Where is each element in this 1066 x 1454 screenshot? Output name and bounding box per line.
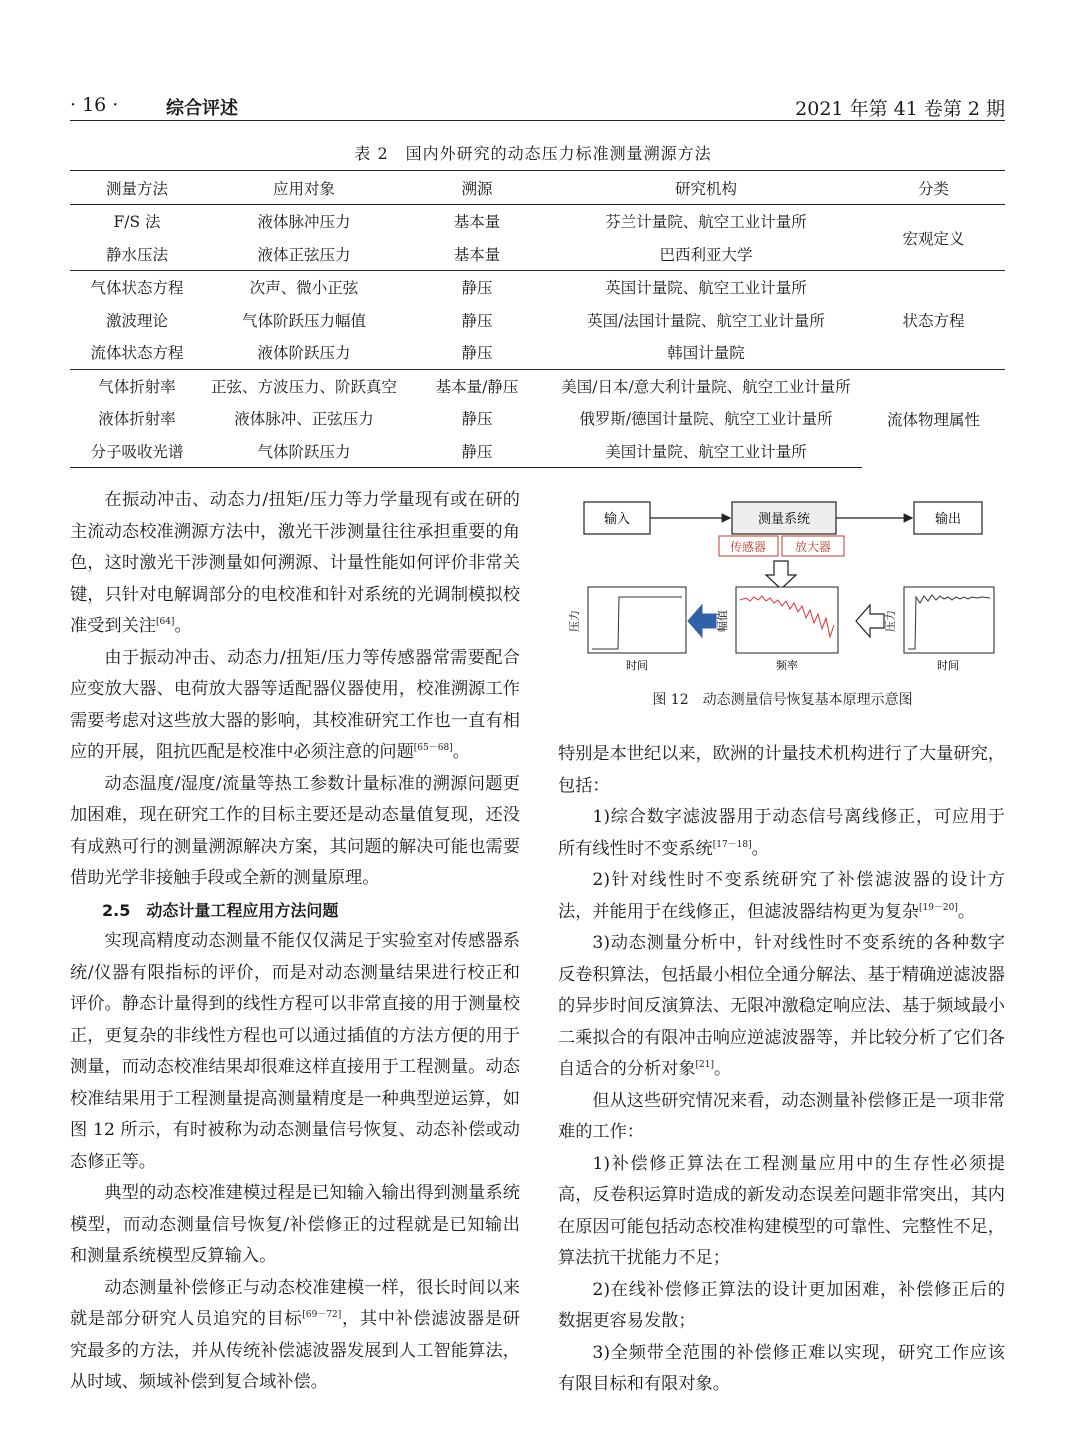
category-cell: 宏观定义 xyxy=(902,229,965,248)
table-cell: 气体折射率 xyxy=(70,369,204,402)
output-label: 输出 xyxy=(934,512,962,527)
table-cell: 静压 xyxy=(404,271,550,304)
arrow-down-icon xyxy=(766,561,796,589)
signal-recovery-diagram xyxy=(568,497,997,677)
table-cell: 气体状态方程 xyxy=(70,271,204,304)
body-paragraph: 2)在线补偿修正算法的设计更加困难，补偿修正后的数据更容易发散； xyxy=(558,1279,1005,1331)
category-cell: 状态方程 xyxy=(862,271,1005,370)
table-cell: 芬兰计量院、航空工业计量所 xyxy=(605,213,807,232)
table-cell: 基本量 xyxy=(453,213,501,232)
table-cell: 液体正弦压力 xyxy=(257,245,351,264)
table-cell: F/S 法 xyxy=(113,213,161,232)
body-paragraph: 典型的动态校准建模过程是已知输入输出得到测量系统模型，而动态测量信号恢复/补偿修正的过程就是已知输出和测量系统模型反算输入。 xyxy=(70,1183,520,1266)
body-paragraph: 3)动态测量分析中，针对线性时不变系统的各种数字反卷积算法，包括最小相位全通分解法、基于精确逆滤波器的异步时间反演算法、无限冲激稳定响应法、基于频域最小二乘拟合的有限冲击响应逆滤波器等，并比较分析了它们各自适合的分析对象[21]。 xyxy=(558,933,1005,1079)
table-row xyxy=(70,205,1005,238)
table-cell: 静水压法 xyxy=(105,245,168,264)
table-cell: 静压 xyxy=(404,435,550,468)
axis-label: 频率 xyxy=(776,659,798,672)
sensor-label: 传感器 xyxy=(729,540,767,554)
body-paragraph: 动态温度/湿度/流量等热工参数计量标准的溯源问题更加困难，现在研究工作的目标主要还是动态量值复现，还没有成熟可行的测量溯源解决方案，其问题的解决可能也需要借助光学非接触手段或全新的测量原理。 xyxy=(70,773,520,888)
axis-label: 时间 xyxy=(626,659,648,672)
table-cell: 分子吸收光谱 xyxy=(70,435,204,468)
category-cell: 流体物理属性 xyxy=(862,369,1005,468)
axis-label: 压力 xyxy=(568,610,581,632)
table-cell: 气体阶跃压力幅值 xyxy=(241,311,366,330)
column-header: 测量方法 xyxy=(70,171,204,205)
body-paragraph: 2)针对线性时不变系统研究了补偿滤波器的设计方法，并能用于在线修正，但滤波器结构更为复杂[19－20]。 xyxy=(558,870,1005,922)
body-paragraph: 动态测量补偿修正与动态校准建模一样，很长时间以来就是部分研究人员追究的目标[69－72]，其中补偿滤波器是研究最多的方法，并从传统补偿滤波器发展到人工智能算法，从时域、频域补偿到复合域补偿。 xyxy=(70,1277,520,1392)
section-heading: 2.5 动态计量工程应用方法问题 xyxy=(102,900,339,920)
column-header: 溯源 xyxy=(404,171,550,205)
body-paragraph: 但从这些研究情况来看，动态测量补偿修正是一项非常难的工作： xyxy=(558,1090,1005,1142)
table-cell: 美国计量院、航空工业计量所 xyxy=(550,435,862,468)
body-paragraph: 3)全频带全范围的补偿修正难以实现，研究工作应该有限目标和有限对象。 xyxy=(558,1342,1005,1394)
section-title: 综合评述 xyxy=(166,98,238,119)
table-cell: 巴西利亚大学 xyxy=(659,245,753,264)
table-cell: 液体脉冲压力 xyxy=(257,213,351,232)
traceability-table xyxy=(70,170,1005,468)
citation: [17－18] xyxy=(712,839,752,850)
axis-label: 幅值 xyxy=(716,610,729,632)
table-cell: 激波理论 xyxy=(105,311,168,330)
body-paragraph: 由于振动冲击、动态力/扭矩/压力等传感器常需要配合应变放大器、电荷放大器等适配器仪器使用，校准溯源工作需要考虑对这些放大器的影响，其校准研究工作也一直有相应的开展，阻抗匹配是校准中必须注意的问题[65－68]。 xyxy=(70,647,520,762)
left-column xyxy=(70,485,520,1399)
input-label: 输入 xyxy=(603,512,631,527)
figure-12 xyxy=(568,497,997,677)
table-cell: 次声、微小正弦 xyxy=(204,271,404,304)
table-cell: 正弦、方波压力、阶跃真空 xyxy=(204,369,404,402)
header-rule xyxy=(70,120,1005,121)
right-column xyxy=(558,739,1005,1401)
table-cell: 流体状态方程 xyxy=(90,344,184,363)
axis-label: 时间 xyxy=(937,659,959,672)
table-cell: 基本量/静压 xyxy=(404,369,550,402)
table-cell: 静压 xyxy=(461,311,493,330)
arrow-left-icon xyxy=(688,605,716,637)
table-cell: 俄罗斯/德国计量院、航空工业计量所 xyxy=(579,410,833,429)
frequency-plot xyxy=(736,587,838,653)
figure-caption: 图 12 动态测量信号恢复基本原理示意图 xyxy=(652,692,913,708)
body-paragraph: 特别是本世纪以来，欧洲的计量技术机构进行了大量研究，包括： xyxy=(558,744,1005,796)
column-header: 研究机构 xyxy=(550,171,862,205)
axis-label: 压力 xyxy=(884,610,897,632)
table-cell: 韩国计量院 xyxy=(667,344,745,363)
journal-issue: 2021 年第 41 卷第 2 期 xyxy=(795,98,1005,120)
table-cell: 液体阶跃压力 xyxy=(257,344,351,363)
system-label: 测量系统 xyxy=(757,512,811,527)
table-caption: 表 2 国内外研究的动态压力标准测量溯源方法 xyxy=(354,144,712,163)
table-row xyxy=(70,271,1005,304)
citation: [65－68] xyxy=(413,743,453,753)
citation: [19－20] xyxy=(918,902,958,913)
table-cell: 液体折射率 xyxy=(98,410,176,429)
citation: [69－72] xyxy=(302,1310,342,1320)
table-cell: 静压 xyxy=(461,410,493,429)
table-cell: 英国计量院、航空工业计量所 xyxy=(550,271,862,304)
body-paragraph: 在振动冲击、动态力/扭矩/压力等力学量现有或在研的主流动态校准溯源方法中，激光干涉测量往往承担重要的角色，这时激光干涉测量如何溯源、计量性能如何评价非常关键，只针对电解调部分的电校准和针对系统的光调制模拟校准受到关注[64]。 xyxy=(70,490,520,636)
table-cell: 液体脉冲、正弦压力 xyxy=(234,410,374,429)
column-header: 应用对象 xyxy=(204,171,404,205)
body-paragraph: 1)补偿修正算法在工程测量应用中的生存性必须提高，反卷积运算时造成的新发动态误差问题非常突出，其内在原因可能包括动态校准构建模型的可靠性、完整性不足，算法抗干扰能力不足； xyxy=(558,1153,1005,1268)
column-header: 分类 xyxy=(862,171,1005,205)
table-cell: 英国/法国计量院、航空工业计量所 xyxy=(587,311,825,330)
table-row xyxy=(70,369,1005,402)
citation: [21] xyxy=(695,1060,714,1070)
table-cell: 基本量 xyxy=(453,245,501,264)
body-paragraph: 1)综合数字滤波器用于动态信号离线修正，可应用于所有线性时不变系统[17－18]。 xyxy=(558,807,1005,859)
table-cell: 静压 xyxy=(461,344,493,363)
table-header-row xyxy=(70,171,1005,205)
running-header xyxy=(70,94,1005,120)
table-cell: 气体阶跃压力 xyxy=(204,435,404,468)
table-cell: 美国/日本/意大利计量院、航空工业计量所 xyxy=(550,369,862,402)
body-paragraph: 实现高精度动态测量不能仅仅满足于实验室对传感器系统/仪器有限指标的评价，而是对动态测量结果进行校正和评价。静态计量得到的线性方程可以非常直接的用于测量校正，更复杂的非线性方程也可以通过插值的方法方便的用于测量，而动态校准结果却很难这样直接用于工程测量。动态校准结果用于工程测量提高测量精度是一种典型逆运算，如图 12 所示，有时被称为动态测量信号恢复、动态补偿或动态修正等。 xyxy=(70,931,520,1172)
page-number: · 16 · xyxy=(70,94,119,116)
citation: [64] xyxy=(155,617,175,627)
arrow-left-icon xyxy=(856,605,884,637)
amplifier-label: 放大器 xyxy=(794,540,832,554)
